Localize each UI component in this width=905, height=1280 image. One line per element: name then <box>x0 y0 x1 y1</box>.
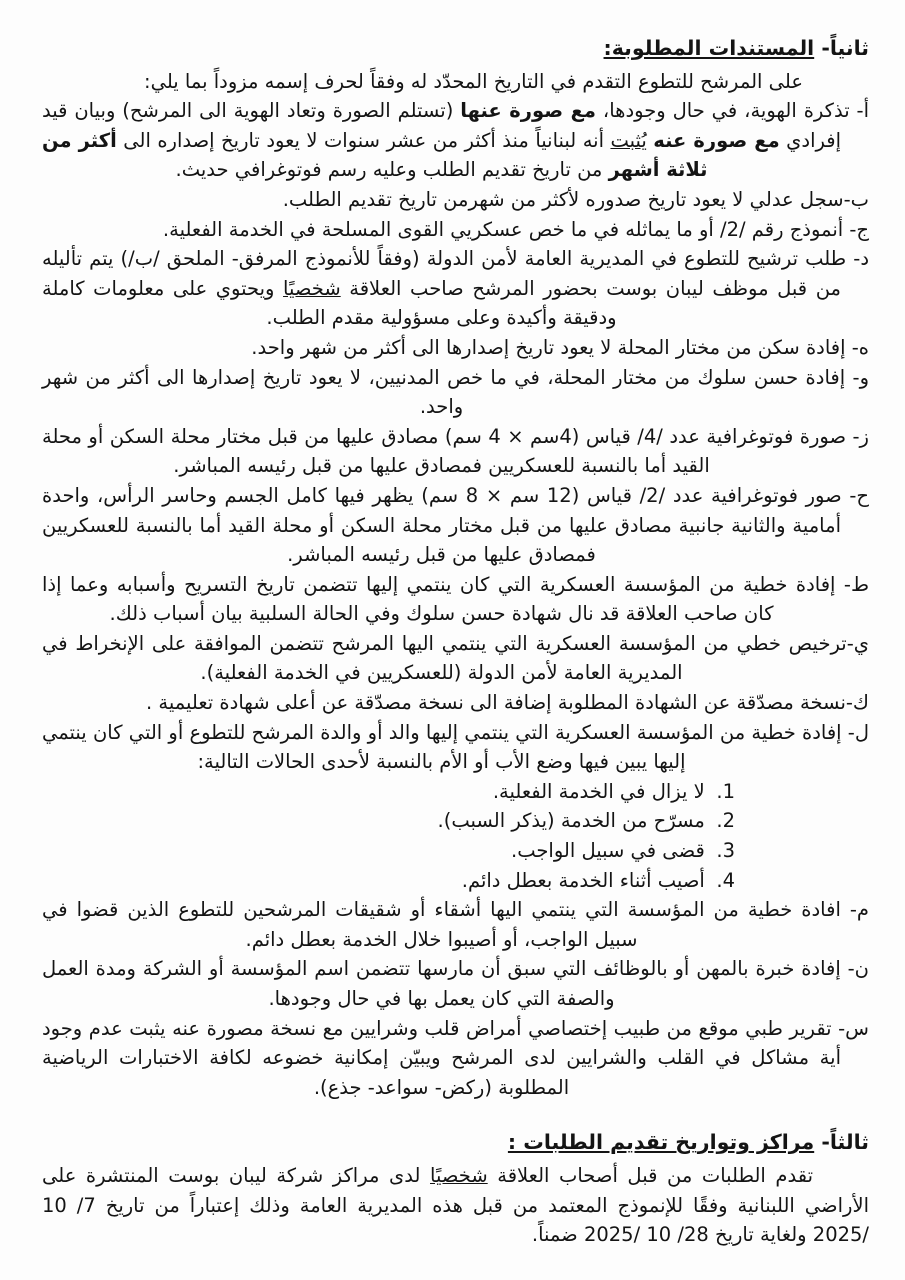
section2-heading <box>42 34 869 64</box>
submission-dates-paragraph <box>42 1161 869 1250</box>
item-text <box>42 898 841 951</box>
item-letter: ن- <box>840 957 869 981</box>
text-segment: 28/ 10 /2025 <box>583 1223 709 1247</box>
item-letter: د- <box>846 247 870 271</box>
document-item-d <box>42 244 869 333</box>
document-item-b <box>42 185 869 215</box>
document-item-h <box>42 333 869 363</box>
text-segment: سجل عدلي لا يعود تاريخ صدوره لأكثر من شهرمن تاريخ تقديم الطلب. <box>282 187 844 211</box>
item-letter: ط- <box>835 572 869 596</box>
text-segment: إفادة سكن من مختار المحلة لا يعود تاريخ إصدارها الى أكثر من شهر واحد. <box>251 335 846 359</box>
text-segment: يُثبت <box>610 128 647 152</box>
section3-heading-prefix: ثالثاً- <box>814 1130 869 1155</box>
document-item-m <box>42 895 869 954</box>
text-segment: تذكرة الهوية، في حال وجودها، <box>596 99 850 123</box>
text-segment: ولغاية تاريخ <box>708 1223 813 1247</box>
item-letter: ز- <box>846 424 869 448</box>
document-item-hh <box>42 481 869 570</box>
text-segment: افادة خطية من المؤسسة التي ينتمي اليها أشقاء أو شقيقات المرشحين للتطوع الذين قضوا في سبيل الواجب، أو أصيبوا خلال الخدمة بعطل دائم. <box>42 898 841 951</box>
item-letter: و- <box>845 365 869 389</box>
item-text <box>283 188 844 211</box>
item-letter: ي- <box>846 631 869 655</box>
text-segment: (تستلم الصورة وتعاد الهوية الى المرشح) وبيان قيد إفرادي <box>42 99 842 152</box>
text-segment: لدى مراكز شركة ليبان بوست المنتشرة على الأراضي اللبنانية وفقًا للإنموذج المعتمد من قبل هذه المديرية العامة وذلك إعتباراً من تاريخ <box>42 1163 869 1217</box>
sublist-number: 2. <box>716 809 735 833</box>
text-segment: إفادة خبرة بالمهن أو بالوظائف التي سبق أن مارسها تتضمن اسم المؤسسة أو الشركة ومدة العمل والصفة التي كان يعمل بها في حال وجودها. <box>42 957 841 1010</box>
text-segment: ويحتوي على معلومات كاملة ودقيقة وأكيدة وعلى مسؤولية مقدم الطلب. <box>42 276 617 330</box>
sublist-item-4 <box>42 866 735 896</box>
text-segment: إفادة خطية من المؤسسة العسكرية التي ينتمي إليها والد أو والدة المرشح للتطوع أو التي كان ينتمي إليها يبين فيها وضع الأب أو الأم بالنسبة لأحدى الحالات التالية: <box>42 720 842 774</box>
document-item-l <box>42 718 869 777</box>
parent-status-sublist <box>42 777 869 895</box>
document-item-s <box>42 1014 869 1103</box>
sublist-item-1 <box>42 777 735 807</box>
item-letter: م- <box>840 898 869 922</box>
document-item-a <box>42 96 869 185</box>
text-segment: صور فوتوغرافية عدد /2/ قياس (12 سم × 8 سم) يظهر فيها كامل الجسم وحاسر الرأس، واحدة أمامية والثانية جانبية مصادق عليها من قبل مختار محلة السكن أو محلة القيد أما بالنسبة للعسكريين فمصادق عليها من قبل رئيسه المباشر. <box>42 483 842 567</box>
text-segment: شخصيًا <box>430 1163 488 1187</box>
text-segment: ضمناً. <box>531 1223 584 1247</box>
document-item-y <box>42 629 869 688</box>
section3-heading-title: مراكز وتواريخ تقديم الطلبات : <box>507 1130 815 1155</box>
text-segment: 7/ 10 /2025 <box>42 1193 869 1247</box>
item-text <box>42 632 847 685</box>
item-letter: ج- <box>843 217 869 241</box>
document-item-z <box>42 422 869 481</box>
text-segment: إفادة خطية من المؤسسة العسكرية التي كان ينتمي إليها تتضمن تاريخ التسريح وأسبابه وعما إذا كان صاحب العلاقة قد نال شهادة حسن سلوك وفي الحالة السلبية بيان أسباب ذلك. <box>42 572 836 626</box>
item-text <box>146 691 846 714</box>
text-segment: نسخة مصدّقة عن الشهادة المطلوبة إضافة الى نسخة مصدّقة عن أعلى شهادة تعليمية . <box>146 691 846 715</box>
sublist-number: 3. <box>716 839 735 863</box>
document-item-j <box>42 215 869 245</box>
text-segment: تقدم الطلبات من قبل أصحاب العلاقة <box>487 1163 814 1187</box>
item-text <box>42 247 846 329</box>
item-text <box>42 366 845 419</box>
document-item-t <box>42 570 869 629</box>
item-letter: أ- <box>849 99 870 123</box>
item-letter: ك- <box>845 691 869 715</box>
item-letter: ح- <box>841 483 869 507</box>
sublist-text: قضى في سبيل الواجب. <box>511 839 705 863</box>
sublist-number: 4. <box>716 868 735 892</box>
text-segment: أنموذج رقم /2/ أو ما يماثله في ما خص عسكريي القوى المسلحة في الخدمة الفعلية. <box>162 217 844 241</box>
text-segment: أكثر من ثلاثة أشهر <box>42 128 708 182</box>
section2-intro: على المرشح للتطوع التقدم في التاريخ المحدّد له وفقاً لحرف إسمه مزوداً بما يلي: <box>144 69 803 93</box>
sublist-text: مسرّح من الخدمة (يذكر السبب). <box>437 809 705 833</box>
document-item-w <box>42 363 869 422</box>
text-segment: ترخيص خطي من المؤسسة العسكرية التي ينتمي اليها المرشح تتضمن الموافقة على الإنخراط في المديرية العامة لأمن الدولة (للعسكريين في الخدمة الفعلية). <box>42 631 847 685</box>
text-segment: إفادة حسن سلوك من مختار المحلة، في ما خص المدنيين، لا يعود تاريخ إصدارها الى أكثر من شهر واحد. <box>42 365 846 419</box>
text-segment: تقرير طبي موقع من طبيب إختصاصي أمراض قلب وشرايين مع نسخة مصورة عنه يثبت عدم وجود أية مشاكل في القلب والشرايين لدى المرشح ويبيّن إمكانية خضوعه لكافة الاختبارات الرياضية المطلوبة (ركض- سواعد- جذع). <box>42 1016 841 1099</box>
document-item-k <box>42 688 869 718</box>
item-letter: ب- <box>843 187 869 211</box>
text-segment: مع صورة عنه <box>653 128 780 152</box>
item-letter: ل- <box>841 720 869 744</box>
item-text <box>42 721 842 774</box>
section2-heading-prefix: ثانياً- <box>814 36 869 60</box>
item-letter: س- <box>831 1016 869 1040</box>
item-text <box>42 573 835 626</box>
sublist-text: لا يزال في الخدمة الفعلية. <box>492 779 705 803</box>
text-segment: طلب ترشيح للتطوع في المديرية العامة لأمن الدولة (وفقاً للأنموذج المرفق- الملحق /ب/) يتم تأليله من قبل موظف ليبان بوست بحضور المرشح صاحب العلاقة <box>42 247 847 300</box>
sublist-number: 1. <box>716 779 735 803</box>
sublist-text: أصيب أثناء الخدمة بعطل دائم. <box>461 868 705 892</box>
text-segment: مع صورة عنها <box>460 99 596 123</box>
sublist-item-3 <box>42 836 735 866</box>
text-segment: شخصيًا <box>283 276 341 300</box>
item-text <box>42 1017 841 1099</box>
text-segment: أنه لبنانياً منذ أكثر من عشر سنوات لا يعود تاريخ إصداره الى <box>116 128 611 152</box>
item-text <box>251 336 845 359</box>
item-text <box>42 484 842 566</box>
text-segment: صورة فوتوغرافية عدد /4/ قياس (4سم × 4 سم) مصادق عليها من قبل مختار محلة السكن أو محلة القيد أما بالنسبة للعسكريين فمصادق عليها من قبل رئيسه المباشر. <box>42 424 847 478</box>
text-segment: من تاريخ تقديم الطلب وعليه رسم فوتوغرافي حديث. <box>175 158 609 182</box>
item-text <box>163 218 843 241</box>
item-text <box>42 99 850 181</box>
section2-heading-title: المستندات المطلوبة: <box>603 36 815 60</box>
section3-heading <box>42 1128 869 1158</box>
item-letter: ه- <box>845 335 869 359</box>
item-text <box>42 957 841 1010</box>
document-item-n <box>42 954 869 1013</box>
sublist-item-2 <box>42 806 735 836</box>
item-text <box>42 425 846 478</box>
